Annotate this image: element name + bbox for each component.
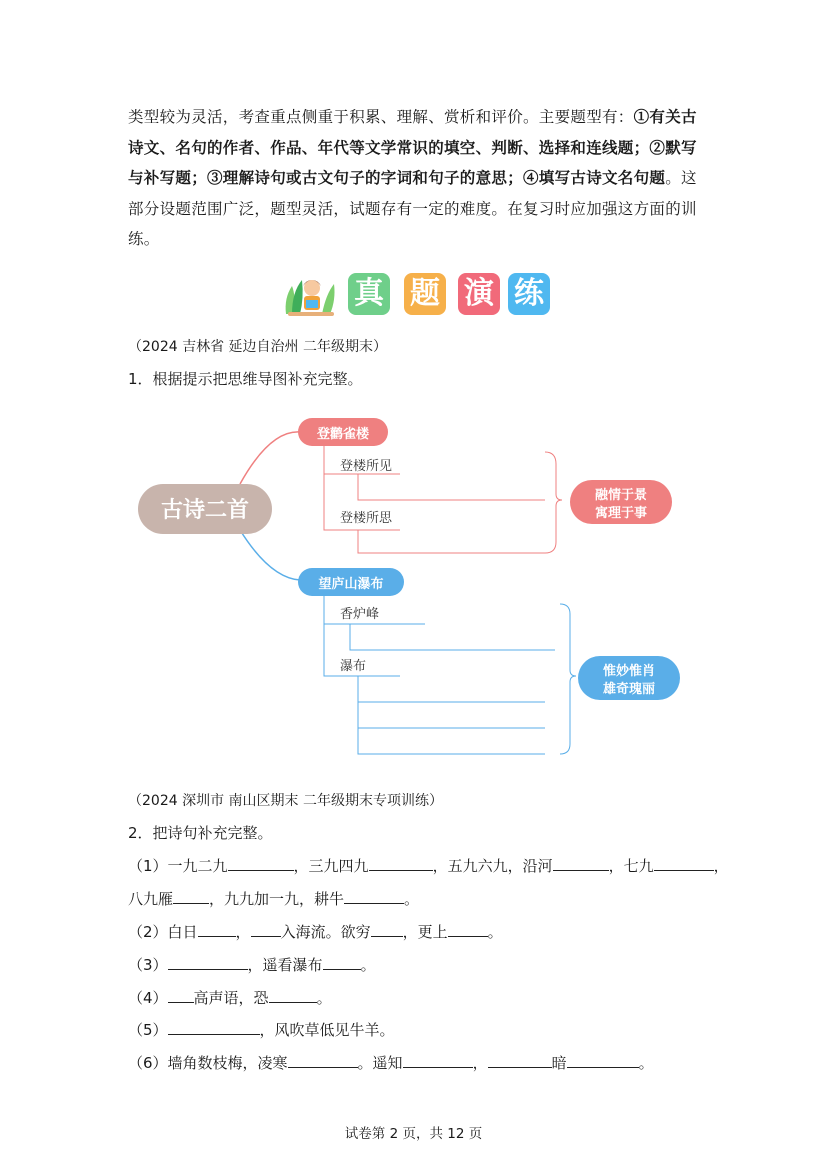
- answer-blank[interactable]: [403, 1053, 473, 1068]
- answer-blank[interactable]: [269, 988, 317, 1003]
- b1-sub2-label: 登楼所思: [340, 511, 393, 526]
- b2-summary-line2: 雄奇瑰丽: [602, 682, 656, 697]
- b1-summary-line1: 融情于景: [594, 488, 648, 503]
- branch1-label: 登鹳雀楼: [316, 427, 370, 442]
- intro-text: 类型较为灵活，考查重点侧重于积累、理解、赏析和评价。主要题型有：: [128, 108, 634, 126]
- answer-blank[interactable]: [168, 1020, 260, 1035]
- center-label: 古诗二首: [160, 498, 250, 523]
- answer-blank[interactable]: [251, 922, 281, 937]
- b2-sub2-label: 瀑布: [340, 659, 367, 674]
- q2-source: （2024 深圳市 南山区期末 二年级期末专项训练）: [128, 793, 443, 809]
- branch2-label: 望庐山瀑布: [318, 577, 384, 592]
- answer-blank[interactable]: [168, 988, 194, 1003]
- section-banner: [282, 270, 552, 318]
- answer-blank[interactable]: [344, 889, 404, 904]
- answer-blank[interactable]: [323, 955, 361, 970]
- answer-blank[interactable]: [228, 856, 294, 871]
- reading-girl-icon: [282, 270, 338, 318]
- answer-blank[interactable]: [567, 1053, 639, 1068]
- mind-map: [0, 400, 827, 780]
- b1-sub1-label: 登楼所见: [340, 459, 393, 474]
- q2-item-1: （1）一九二九 ，三九四九 ，五九六九，沿河 ，七九 ，: [128, 857, 729, 875]
- answer-blank[interactable]: [654, 856, 714, 871]
- q2-item-6: （6）墙角数枝梅，凌寒 。遥知 ， 暗 。: [128, 1054, 654, 1072]
- answer-blank[interactable]: [168, 955, 248, 970]
- intro-paragraph: [128, 102, 708, 255]
- banner-tile-3: 演: [458, 273, 500, 315]
- b2-summary-line1: 惟妙惟肖: [602, 664, 656, 679]
- q2-item-4: （4） 高声语，恐 。: [128, 989, 332, 1007]
- intro-bold-text: ①有关古诗文、名句的作者、作品、年代等文学常识的填空、判断、选择和连线题；②默写与补写题；③理解诗句或古文句子的字词和句子的意思；④填写古诗文名句题: [128, 107, 697, 187]
- q2-item-3: （3） ，遥看瀑布 。: [128, 956, 376, 974]
- q1-prompt: 1．根据提示把思维导图补充完整。: [128, 370, 363, 388]
- page-footer: 试卷第 2 页，共 12 页: [344, 1126, 483, 1142]
- answer-blank[interactable]: [553, 856, 609, 871]
- b2-sub1-label: 香炉峰: [340, 607, 380, 622]
- q1-source: （2024 吉林省 延边自治州 二年级期末）: [128, 339, 387, 355]
- answer-blank[interactable]: [198, 922, 236, 937]
- answer-blank[interactable]: [488, 1053, 552, 1068]
- answer-blank[interactable]: [173, 889, 209, 904]
- b1-summary-line2: 寓理于事: [594, 506, 648, 521]
- banner-tile-1: 真: [348, 273, 390, 315]
- q2-item-5: （5） ，风吹草低见牛羊。: [128, 1021, 395, 1039]
- banner-tile-4: 练: [508, 273, 550, 315]
- q2-prompt: 2．把诗句补充完整。: [128, 824, 273, 842]
- answer-blank[interactable]: [371, 922, 403, 937]
- answer-blank[interactable]: [369, 856, 433, 871]
- q2-item-1-cont: 八九雁 ，九九加一九，耕牛 。: [128, 890, 420, 908]
- answer-blank[interactable]: [288, 1053, 358, 1068]
- answer-blank[interactable]: [448, 922, 488, 937]
- q2-item-2: （2）白日 ， 入海流。欲穷 ，更上 。: [128, 923, 503, 941]
- banner-tile-2: 题: [404, 273, 446, 315]
- intro-text-end: 。这部分设题范围广泛，题型灵活，试题存有一定的难度。在复习时应加强这方面的训练。: [128, 169, 697, 248]
